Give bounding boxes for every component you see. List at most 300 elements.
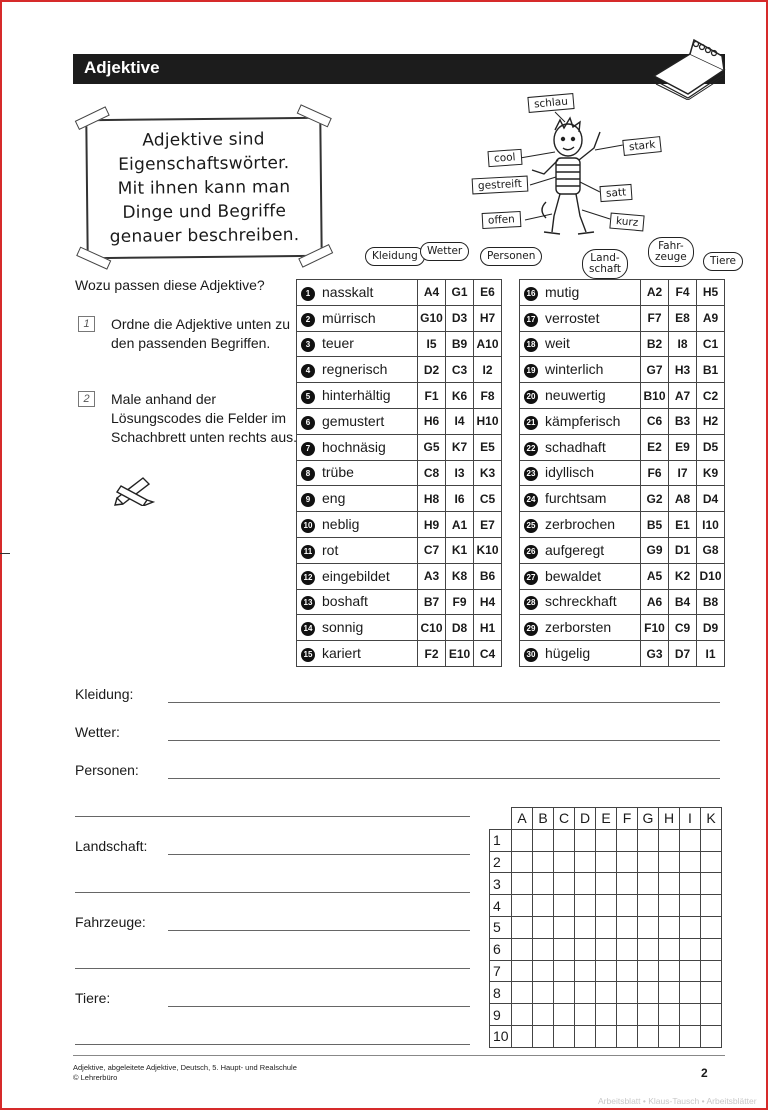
adjective-word: rot (322, 541, 339, 558)
grid-cell[interactable] (533, 916, 554, 938)
solution-code: C8 (418, 460, 446, 486)
answer-line[interactable] (75, 892, 470, 893)
grid-cell[interactable] (659, 829, 680, 851)
grid-cell[interactable] (701, 895, 722, 917)
page-title: Adjektive (84, 58, 160, 77)
grid-cell[interactable] (617, 1004, 638, 1026)
adjective-row (520, 512, 725, 538)
grid-cell[interactable] (596, 960, 617, 982)
adjective-word: regnerisch (322, 361, 388, 378)
answer-line[interactable] (168, 778, 720, 779)
grid-row-header: 10 (490, 1025, 512, 1047)
grid-cell[interactable] (575, 1025, 596, 1047)
solution-code: D7 (669, 641, 697, 667)
adjective-row (297, 305, 502, 331)
grid-cell[interactable] (554, 895, 575, 917)
solution-code: G1 (446, 280, 474, 306)
grid-cell[interactable] (617, 960, 638, 982)
solution-code: C6 (641, 408, 669, 434)
adjective-cell (520, 512, 641, 538)
adjective-row (297, 486, 502, 512)
solution-code: H2 (697, 408, 725, 434)
item-number: 4 (301, 364, 315, 378)
grid-cell[interactable] (512, 1025, 533, 1047)
grid-cell[interactable] (533, 873, 554, 895)
grid-cell[interactable] (680, 1025, 701, 1047)
tag-stark: stark (622, 136, 662, 156)
adjective-row (297, 408, 502, 434)
grid-cell[interactable] (533, 960, 554, 982)
grid-cell[interactable] (680, 1004, 701, 1026)
adjective-cell (297, 615, 418, 641)
grid-cell[interactable] (512, 851, 533, 873)
solution-code: C1 (697, 331, 725, 357)
adjective-cell (297, 305, 418, 331)
grid-cell[interactable] (554, 938, 575, 960)
grid-cell[interactable] (659, 960, 680, 982)
adjective-word: hügelig (545, 645, 591, 662)
solution-code: B6 (474, 563, 502, 589)
solution-code: E10 (446, 641, 474, 667)
solution-code: F10 (641, 615, 669, 641)
grid-cell[interactable] (554, 873, 575, 895)
tag-offen: offen (482, 211, 522, 229)
grid-column-header: I (680, 808, 701, 830)
grid-row-header: 5 (490, 916, 512, 938)
answer-line[interactable] (168, 930, 470, 931)
item-number: 1 (301, 287, 315, 301)
grid-row-header: 7 (490, 960, 512, 982)
adjective-row (297, 357, 502, 383)
task-1 (78, 316, 293, 376)
grid-cell[interactable] (596, 829, 617, 851)
grid-row (490, 851, 722, 873)
solution-code: E9 (669, 434, 697, 460)
grid-cell[interactable] (659, 916, 680, 938)
grid-cell[interactable] (680, 960, 701, 982)
grid-cell[interactable] (638, 960, 659, 982)
solution-code: E6 (474, 280, 502, 306)
adjective-row (520, 357, 725, 383)
item-number: 26 (524, 545, 538, 559)
grid-corner (490, 808, 512, 830)
adjective-row (297, 589, 502, 615)
grid-cell[interactable] (533, 829, 554, 851)
definition-sign (85, 117, 322, 259)
grid-cell[interactable] (512, 829, 533, 851)
solution-code: K6 (446, 383, 474, 409)
adjective-cell (520, 408, 641, 434)
adjective-cell (520, 537, 641, 563)
grid-row (490, 1004, 722, 1026)
task-text: Male anhand der Lösungscodes die Felder im Schachbrett unten rechts aus. (111, 391, 297, 445)
solution-code: D3 (446, 305, 474, 331)
solution-code: C10 (418, 615, 446, 641)
grid-row-header: 4 (490, 895, 512, 917)
grid-row-header: 8 (490, 982, 512, 1004)
grid-cell[interactable] (512, 960, 533, 982)
solution-code: C5 (474, 486, 502, 512)
page-number: 2 (701, 1066, 708, 1080)
adjective-word: kämpferisch (545, 412, 621, 429)
grid-column-header: K (701, 808, 722, 830)
adjective-row (297, 512, 502, 538)
solution-code: D4 (697, 486, 725, 512)
adjective-row (297, 331, 502, 357)
adjective-table-left (296, 279, 502, 667)
adjective-word: eingebildet (322, 567, 390, 584)
grid-cell[interactable] (575, 960, 596, 982)
adjective-cell (297, 641, 418, 667)
adjective-cell (297, 280, 418, 306)
grid-cell[interactable] (659, 873, 680, 895)
item-number: 2 (301, 313, 315, 327)
grid-column-header: F (617, 808, 638, 830)
item-number: 22 (524, 442, 538, 456)
solution-code: D8 (446, 615, 474, 641)
adjective-row (297, 641, 502, 667)
grid-cell[interactable] (638, 916, 659, 938)
adjective-word: furchtsam (545, 490, 607, 507)
question-text: Wozu passen diese Adjektive? (75, 277, 265, 293)
grid-row-header: 1 (490, 829, 512, 851)
grid-cell[interactable] (575, 851, 596, 873)
solution-code: D1 (669, 537, 697, 563)
grid-cell[interactable] (617, 982, 638, 1004)
grid-cell[interactable] (596, 873, 617, 895)
grid-cell[interactable] (554, 1025, 575, 1047)
item-number: 27 (524, 571, 538, 585)
item-number: 10 (301, 519, 315, 533)
grid-cell[interactable] (575, 1004, 596, 1026)
adjective-word: neuwertig (545, 387, 606, 404)
grid-cell[interactable] (680, 982, 701, 1004)
tag-gestreift: gestreift (472, 176, 529, 195)
solution-grid (489, 807, 722, 1048)
grid-cell[interactable] (512, 982, 533, 1004)
solution-code: D5 (697, 434, 725, 460)
solution-code: A2 (641, 280, 669, 306)
grid-cell[interactable] (680, 829, 701, 851)
grid-cell[interactable] (575, 895, 596, 917)
answer-line[interactable] (168, 1006, 470, 1007)
solution-code: I7 (669, 460, 697, 486)
adjective-cell (520, 305, 641, 331)
grid-cell[interactable] (554, 829, 575, 851)
answer-line[interactable] (168, 854, 470, 855)
adjective-cell (297, 331, 418, 357)
grid-cell[interactable] (701, 982, 722, 1004)
adjective-cell (297, 434, 418, 460)
solution-code: I8 (669, 331, 697, 357)
grid-cell[interactable] (638, 851, 659, 873)
adjective-word: zerbrochen (545, 516, 616, 533)
adjective-row (520, 641, 725, 667)
adjective-word: trübe (322, 464, 354, 481)
solution-code: C3 (446, 357, 474, 383)
grid-cell[interactable] (617, 895, 638, 917)
grid-row-header: 2 (490, 851, 512, 873)
grid-cell[interactable] (701, 916, 722, 938)
answer-line[interactable] (168, 740, 720, 741)
adjective-word: hochnäsig (322, 438, 386, 455)
margin-tick (0, 553, 10, 554)
grid-cell[interactable] (512, 916, 533, 938)
adjective-row (297, 460, 502, 486)
adjective-word: weit (545, 335, 570, 352)
grid-column-header: A (512, 808, 533, 830)
grid-cell[interactable] (638, 895, 659, 917)
grid-cell[interactable] (575, 873, 596, 895)
answer-label-landschaft: Landschaft: (75, 838, 148, 854)
solution-code: F2 (418, 641, 446, 667)
answer-line[interactable] (75, 1044, 470, 1045)
solution-code: G10 (418, 305, 446, 331)
solution-code: D2 (418, 357, 446, 383)
tag-schlau: schlau (527, 93, 574, 113)
solution-code: E5 (474, 434, 502, 460)
grid-cell[interactable] (554, 960, 575, 982)
grid-cell[interactable] (512, 873, 533, 895)
solution-code: B9 (446, 331, 474, 357)
bubble-personen: Personen (480, 247, 542, 266)
solution-code: F7 (641, 305, 669, 331)
solution-code: G8 (697, 537, 725, 563)
bubble-landschaft: Land- schaft (582, 249, 628, 279)
answer-line[interactable] (75, 816, 470, 817)
grid-cell[interactable] (638, 938, 659, 960)
grid-cell[interactable] (617, 851, 638, 873)
grid-cell[interactable] (596, 916, 617, 938)
solution-code: K7 (446, 434, 474, 460)
solution-code: A3 (418, 563, 446, 589)
grid-cell[interactable] (659, 851, 680, 873)
grid-cell[interactable] (701, 851, 722, 873)
adjective-cell (297, 383, 418, 409)
solution-code: G7 (641, 357, 669, 383)
item-number: 25 (524, 519, 538, 533)
adjective-cell (520, 357, 641, 383)
grid-cell[interactable] (680, 851, 701, 873)
grid-cell[interactable] (533, 1025, 554, 1047)
adjective-cell (520, 641, 641, 667)
adjective-word: hinterhältig (322, 387, 391, 404)
grid-cell[interactable] (575, 916, 596, 938)
adjective-cell (297, 460, 418, 486)
grid-cell[interactable] (617, 938, 638, 960)
pencils-icon (113, 472, 155, 506)
solution-code: I3 (446, 460, 474, 486)
grid-cell[interactable] (617, 916, 638, 938)
item-number: 24 (524, 493, 538, 507)
solution-code: E7 (474, 512, 502, 538)
solution-code: H5 (697, 280, 725, 306)
solution-code: D10 (697, 563, 725, 589)
grid-cell[interactable] (596, 895, 617, 917)
grid-row (490, 895, 722, 917)
adjective-word: mutig (545, 283, 580, 300)
item-number: 29 (524, 622, 538, 636)
grid-cell[interactable] (512, 938, 533, 960)
adjective-word: eng (322, 490, 346, 507)
adjective-cell (297, 537, 418, 563)
adjective-row (297, 615, 502, 641)
title-bar (73, 54, 725, 84)
adjective-cell (520, 615, 641, 641)
grid-cell[interactable] (701, 960, 722, 982)
grid-cell[interactable] (638, 1025, 659, 1047)
answer-label-fahrzeuge: Fahrzeuge: (75, 914, 146, 930)
answer-label-tiere: Tiere: (75, 990, 111, 1006)
solution-code: A4 (418, 280, 446, 306)
grid-cell[interactable] (533, 938, 554, 960)
calendar-icon (650, 36, 726, 100)
adjective-cell (297, 486, 418, 512)
footer-divider (73, 1055, 725, 1056)
tag-cool: cool (487, 149, 522, 167)
solution-code: B3 (669, 408, 697, 434)
grid-cell[interactable] (680, 916, 701, 938)
solution-code: I2 (474, 357, 502, 383)
grid-cell[interactable] (596, 982, 617, 1004)
adjective-cell (297, 357, 418, 383)
boy-illustration (460, 92, 675, 252)
adjective-word: mürrisch (322, 309, 376, 326)
grid-cell[interactable] (680, 938, 701, 960)
adjective-cell (520, 434, 641, 460)
solution-code: A8 (669, 486, 697, 512)
grid-cell[interactable] (659, 1004, 680, 1026)
grid-cell[interactable] (512, 1004, 533, 1026)
grid-cell[interactable] (659, 1025, 680, 1047)
grid-cell[interactable] (659, 938, 680, 960)
item-number: 16 (524, 287, 538, 301)
answer-line[interactable] (168, 702, 720, 703)
answer-line[interactable] (75, 968, 470, 969)
grid-cell[interactable] (638, 982, 659, 1004)
item-number: 20 (524, 390, 538, 404)
item-number: 12 (301, 571, 315, 585)
item-number: 21 (524, 416, 538, 430)
solution-code: B8 (697, 589, 725, 615)
adjective-row (520, 537, 725, 563)
solution-code: A1 (446, 512, 474, 538)
grid-cell[interactable] (533, 982, 554, 1004)
bubble-kleidung: Kleidung (365, 247, 425, 266)
adjective-word: idyllisch (545, 464, 595, 481)
grid-cell[interactable] (512, 895, 533, 917)
tag-kurz: kurz (609, 213, 645, 232)
adjective-cell (520, 280, 641, 306)
definition-text: Adjektive sind Eigenschaftswörter. Mit ihnen kann man Dinge und Begriffe genauer beschreiben. (109, 129, 300, 247)
item-number: 14 (301, 622, 315, 636)
adjective-row (297, 383, 502, 409)
grid-cell[interactable] (575, 982, 596, 1004)
tag-satt: satt (599, 184, 632, 202)
grid-cell[interactable] (659, 895, 680, 917)
grid-cell[interactable] (701, 873, 722, 895)
grid-cell[interactable] (533, 851, 554, 873)
adjective-word: zerborsten (545, 619, 612, 636)
grid-column-header: C (554, 808, 575, 830)
grid-cell[interactable] (533, 1004, 554, 1026)
solution-code: K1 (446, 537, 474, 563)
answer-label-wetter: Wetter: (75, 724, 120, 740)
grid-cell[interactable] (701, 829, 722, 851)
solution-code: H3 (669, 357, 697, 383)
grid-cell[interactable] (638, 1004, 659, 1026)
bubble-fahrzeuge: Fahr- zeuge (648, 237, 694, 267)
solution-code: G5 (418, 434, 446, 460)
grid-row (490, 829, 722, 851)
grid-cell[interactable] (554, 982, 575, 1004)
grid-cell[interactable] (554, 1004, 575, 1026)
adjective-cell (520, 383, 641, 409)
grid-cell[interactable] (575, 829, 596, 851)
adjective-cell (297, 512, 418, 538)
grid-cell[interactable] (596, 1025, 617, 1047)
solution-code: H7 (474, 305, 502, 331)
grid-cell[interactable] (575, 938, 596, 960)
solution-code: A10 (474, 331, 502, 357)
adjective-cell (297, 589, 418, 615)
adjective-cell (520, 486, 641, 512)
grid-cell[interactable] (533, 895, 554, 917)
grid-cell[interactable] (617, 873, 638, 895)
grid-cell[interactable] (680, 895, 701, 917)
adjective-cell (520, 331, 641, 357)
grid-cell[interactable] (617, 1025, 638, 1047)
solution-code: H10 (474, 408, 502, 434)
solution-code: D9 (697, 615, 725, 641)
solution-code: B1 (697, 357, 725, 383)
grid-cell[interactable] (638, 873, 659, 895)
grid-cell[interactable] (554, 916, 575, 938)
adjective-row (520, 563, 725, 589)
solution-code: H4 (474, 589, 502, 615)
solution-code: B10 (641, 383, 669, 409)
answer-label-kleidung: Kleidung: (75, 686, 134, 702)
item-number: 17 (524, 313, 538, 327)
item-number: 19 (524, 364, 538, 378)
task-2 (78, 391, 297, 471)
grid-cell[interactable] (596, 938, 617, 960)
grid-cell[interactable] (596, 851, 617, 873)
adjective-word: sonnig (322, 619, 364, 636)
grid-cell[interactable] (701, 938, 722, 960)
grid-cell[interactable] (596, 1004, 617, 1026)
grid-row-header: 6 (490, 938, 512, 960)
adjective-row (520, 331, 725, 357)
item-number: 6 (301, 416, 315, 430)
adjective-row (520, 589, 725, 615)
grid-row (490, 982, 722, 1004)
grid-cell[interactable] (638, 829, 659, 851)
solution-code: E8 (669, 305, 697, 331)
grid-cell[interactable] (701, 1004, 722, 1026)
grid-cell[interactable] (680, 873, 701, 895)
adjective-row (297, 280, 502, 306)
solution-code: G2 (641, 486, 669, 512)
adjective-cell (520, 460, 641, 486)
grid-cell[interactable] (701, 1025, 722, 1047)
grid-column-header: G (638, 808, 659, 830)
solution-code: I1 (697, 641, 725, 667)
grid-cell[interactable] (554, 851, 575, 873)
grid-cell[interactable] (659, 982, 680, 1004)
grid-row-header: 9 (490, 1004, 512, 1026)
grid-cell[interactable] (617, 829, 638, 851)
